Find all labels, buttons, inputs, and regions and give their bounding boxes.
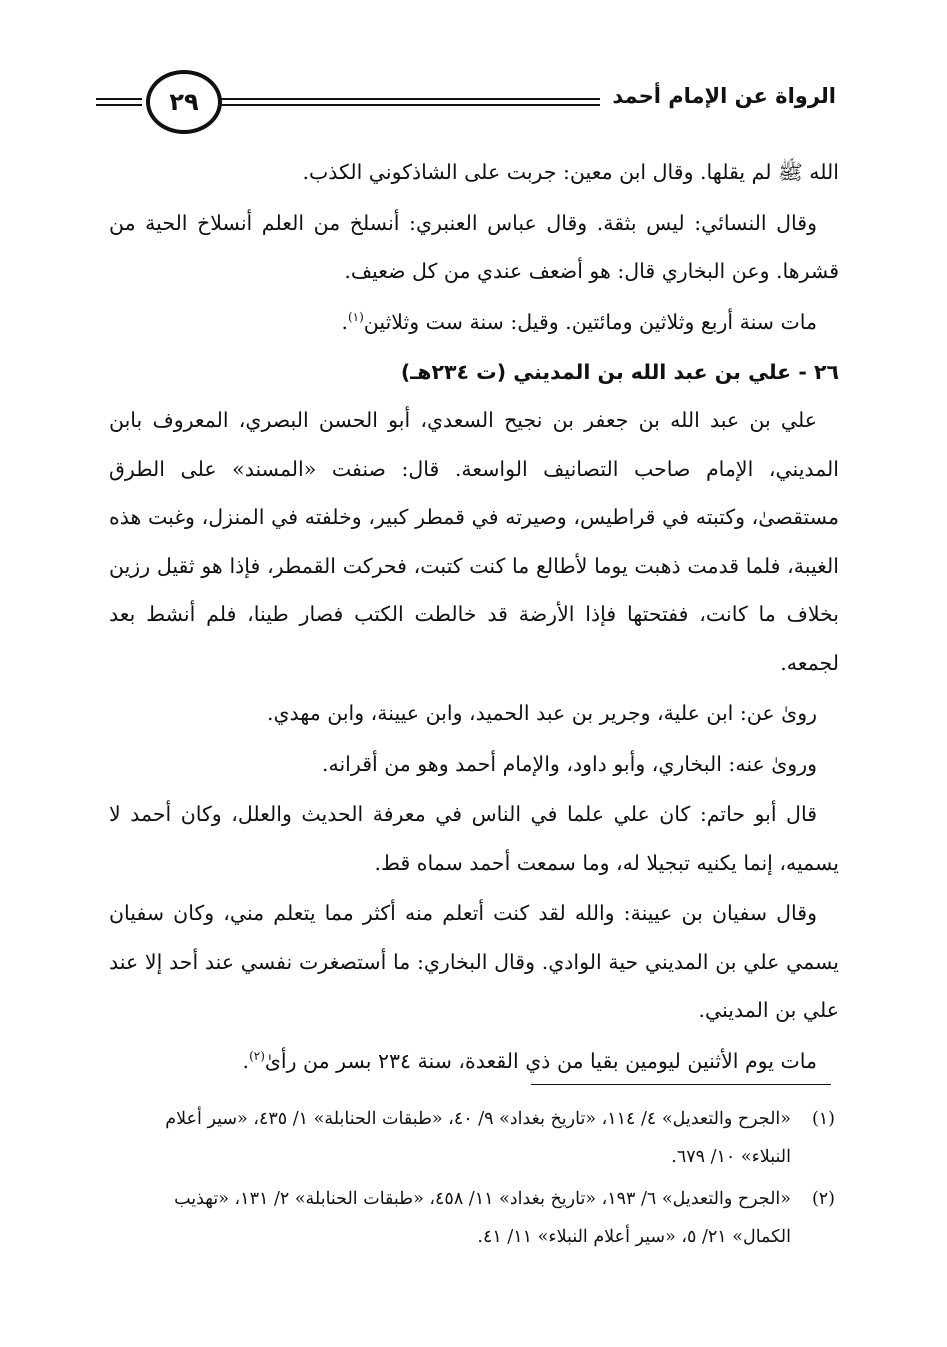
paragraph-3-end: . [341,309,348,334]
running-title: الرواة عن الإمام أحمد [600,84,836,108]
running-header [96,70,836,128]
paragraph-6: وروىٰ عنه: البخاري، وأبو داود، والإمام أحمد وهو من أقرانه. [321,751,817,776]
footnotes [117,1100,835,1260]
paragraph-5: روىٰ عن: ابن علية، وجرير بن عبد الحميد، وابن عيينة، وابن مهدي. [266,701,817,725]
footnote-separator [531,1084,831,1085]
page-number: ٢٩ [169,88,199,116]
footnote-marker-1[interactable]: (١) [347,309,364,324]
entry-heading: ٢٦ - علي بن عبد الله بن المديني (ت ٢٣٤هـ) [400,360,839,384]
paragraph-3 [109,298,839,347]
paragraph-9 [109,1037,839,1086]
paragraph-7: قال أبو حاتم: كان علي علما في الناس في معرفة الحديث والعلل، وكان أحمد لا يسميه، إنما يكنيه تبجيلا له، وما سمعت أحمد سماه قط. [109,802,839,875]
footnote-1 [117,1100,835,1176]
paragraph-9-text: مات يوم الأثنين ليومين بقيا من ذي القعدة، سنة ٢٣٤ بسر من رأىٰ [264,1048,817,1073]
footnote-number: (١) [811,1109,835,1129]
paragraph-4: علي بن عبد الله بن جعفر بن نجيح السعدي، أبو الحسن البصري، المعروف بابن المديني، الإمام صاحب التصانيف الواسعة. قال: صنفت «المسند» على الطرق مستقصىٰ، وكتبته في قراطيس، وصيرته في قمطر كبير، وخلفته في المنزل، وغبت هذه الغيبة، فلما قدمت ذهبت يوما لأطالع ما كنت كتبت، فحركت القمطر، فإذا هو ثقيل رزين بخلاف ما كانت، ففتحتها فإذا الأرضة قد خالطت الكتب فصار طينا، فلم أنشط بعد لجمعه. [109,408,839,675]
header-double-rule-left [96,98,142,107]
paragraph-8: وقال سفيان بن عيينة: والله لقد كنت أتعلم منه أكثر مما يتعلم مني، وكان سفيان يسمي علي بن المديني حية الوادي. وقال البخاري: ما أستصغرت نفسي عند أحد إلا عند علي بن المديني. [109,901,839,1022]
body-text [109,148,839,1087]
footnote-text: «الجرح والتعديل» ٤/ ١١٤، «تاريخ بغداد» ٩/ ٤٠، «طبقات الحنابلة» ١/ ٤٣٥، «سير أعلام النبلاء» ١٠/ ٦٧٩. [165,1109,791,1167]
footnote-2 [117,1180,835,1256]
paragraph-2: وقال النسائي: ليس بثقة. وقال عباس العنبري: أنسلخ من العلم أنسلاخ الحية من قشرها. وعن البخاري قال: هو أضعف عندي من كل ضعيف. [109,210,839,283]
paragraph-1: الله ﷺ لم يقلها. وقال ابن معين: جربت على الشاذكوني الكذب. [302,160,839,184]
paragraph-3-text: مات سنة أربع وثلاثين ومائتين. وقيل: سنة ست وثلاثين [363,309,817,334]
page-number-ring [146,70,222,134]
paragraph-9-end: . [242,1048,250,1073]
footnote-text: «الجرح والتعديل» ٦/ ١٩٣، «تاريخ بغداد» ١١/ ٤٥٨، «طبقات الحنابلة» ٢/ ١٣١، «تهذيب الكمال» ٢١/ ٥، «سير أعلام النبلاء» ١١/ ٤١. [174,1189,791,1247]
footnote-number: (٢) [811,1189,835,1209]
footnote-marker-2[interactable]: (٢) [249,1048,265,1063]
